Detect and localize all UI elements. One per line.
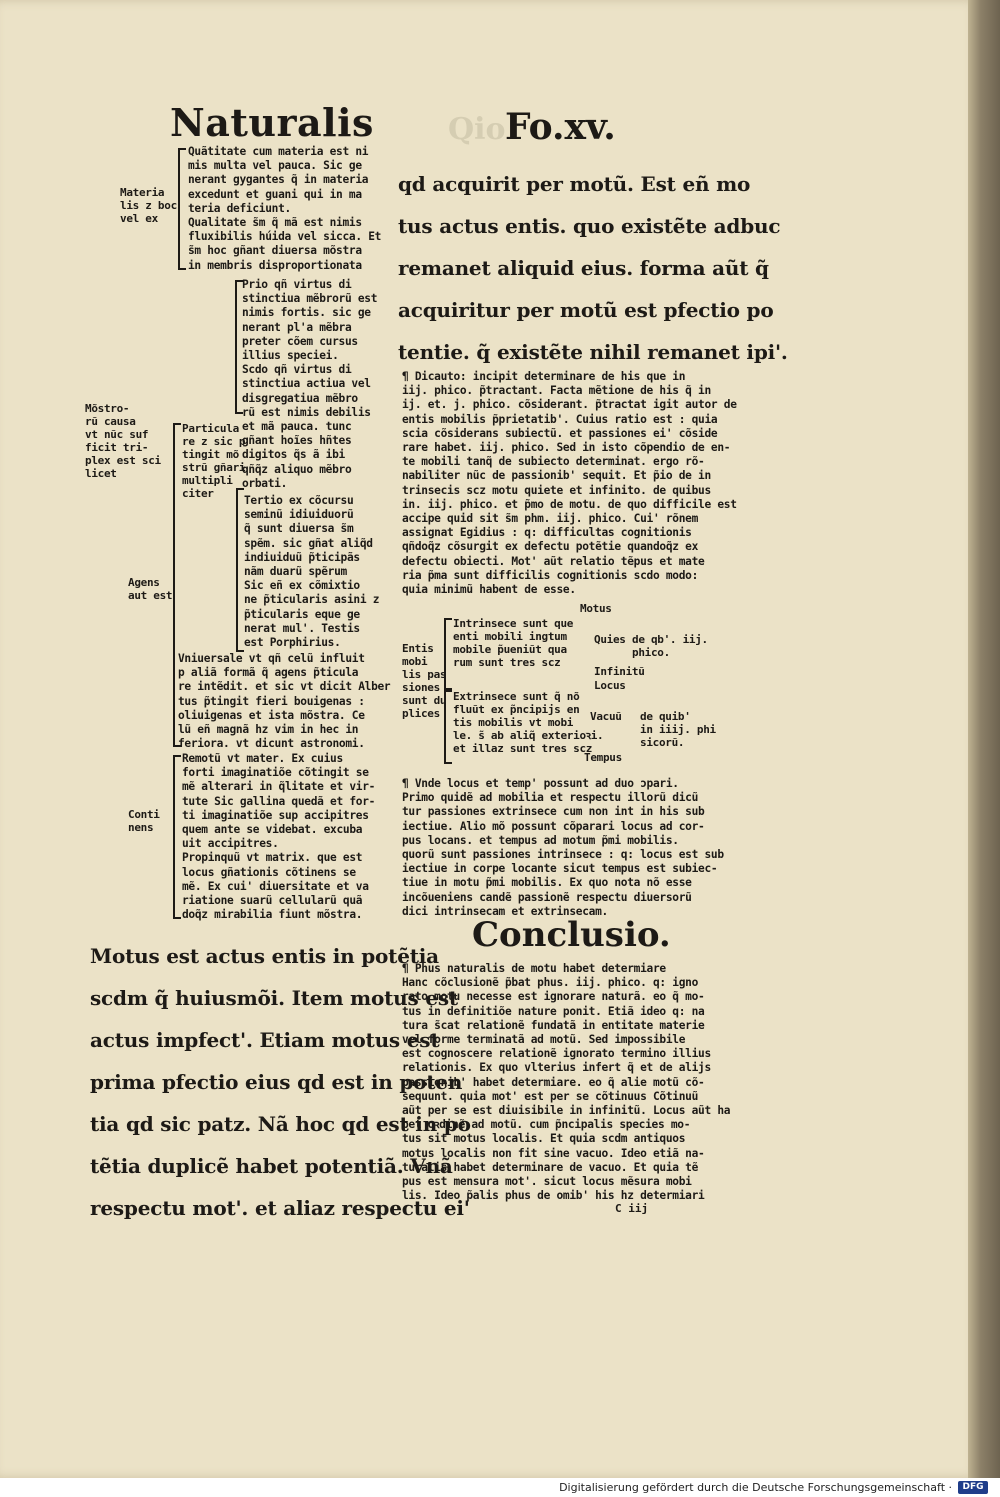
table-quies: Quies (594, 633, 626, 646)
dfg-logo: DFG (958, 1481, 988, 1494)
signature-mark: C iij (615, 1202, 649, 1215)
label-agens: Agens aut est (128, 576, 173, 602)
table-de-quibus-1: de qb'. iij. phico. (632, 633, 708, 659)
commentary-paragraph-3: ¶ Phus naturalis de motu habet determiare Hanc cõclusionẽ p̃bat phus. iij. phico. q: igno rato motu necesse est ignorare naturã. eo q̃ mo- tus in definitiõe nature ponit. Etiã ideo q: na tura s̃cat relationẽ fundatã in entitate materie vel forme terminatã ad motũ. Sed impossibile est cognoscere relationẽ ignorato termino illius relationis. Ex quo vlterius infert q̃ et de alijs passionib' habet determiare. eo q̃ alie motũ cõ- sequunt. quia mot' est per se cõtinuus Cõtinuũ aũt per se est diuisibile in infinitũ. Locus aũt ha bet oꝛdinẽ ad motũ. cum p̃ncipalis species mo- tus sit motus localis. Et quia scdm antiquos motus localis non fit sine vacuo. Ideo etiã na- turalis habet determinare de vacuo. Et quia tẽ pus est mensura mot'. sicut locus mẽsura mobi lis. Ideo p̃alis phus de omib' his hz determiari (402, 962, 731, 1203)
commentary-paragraph-1: ¶ Dicauto: incipit determinare de his que in iij. phico. p̃tractant. Facta mẽtione de his q̃ in ij. et. j. phico. cõsiderant. p̃tractat igit autor de entis mobilis p̃prietatib'. Cuius ratio est : quia scia cõsiderans subiectũ. et passiones ei' cõside rare habet. iij. phico. Sed in isto cõpendio de en- te mobili tanq̃ de subiecto determinat. ergo rõ- nabiliter nũc de passionib' sequit. Et p̃io de in trinsecis scz motu quiete et infinito. de quibus in. iij. phico. et p̃mo de motu. de quo difficile est accipe quid sit s̃m phm. iij. phico. Cui' rõnem assignat Egidius : q: difficultas cognitionis qñdoq̃z cõsurgit ex defectu potẽtie quandoq̃z ex defectu obiecti. Mot' aũt relatio tẽpus et mate ria p̃ma sunt difficilis cognitionis scdo modo: quia minimũ habent de esse. (402, 370, 737, 597)
bracket-materia (178, 148, 186, 270)
bleed-through-text: Qio (448, 112, 506, 147)
label-particula: Particula re z sic p tingit mõ strũ gñari multipli citer (182, 422, 246, 500)
bracket-agens (236, 488, 244, 652)
gloss-particula: Prio qñ virtus di stinctiua mẽbrorũ est nimis fortis. sic ge nerant pl'a mẽbra preter cõem cursus illius speciei. Scdo qñ virtus di stinctiua actiua vel disgregatiua mẽbro rũ est nimis debilis et mã pauca. tunc gñant hoĩes hñtes digitos q̃s ã ibi qñq̃z aliquo mẽbro orbati. (242, 278, 378, 490)
label-monstrorum: Mõstro- rũ causa vt nũc suf ficit tri- plex est sci licet (85, 402, 161, 480)
table-extrinsece: Extrinsece sunt q̃ nõ fluũt ex p̃ncipijs en tis mobilis vt mobi le. s̃ ab aliq̃ exterioꝛi. et illaz sunt tres scz (453, 690, 604, 755)
table-motus: Motus (580, 602, 612, 615)
footer-bar (0, 1478, 1000, 1497)
folio-number: Fo.xv. (505, 106, 616, 148)
conclusio-heading: Conclusio. (472, 915, 671, 955)
table-tempus: Tempus (584, 751, 622, 764)
table-intrinsece: Intrinsece sunt que enti mobili ingtum mobile p̃ueniũt qua rum sunt tres scz (453, 617, 574, 669)
bracket-continens (173, 755, 181, 919)
commentary-paragraph-2: ¶ Vnde locus et temp' possunt ad duo ɔpari. Primo quidẽ ad mobilia et respectu illorũ dicũ tur passiones extrinsece cum non int in his sub iectiue. Alio mõ possunt cõparari locus ad cor- pus locans. et tempus ad motum p̃mi mobilis. quorũ sunt passiones intrinsece : q: locus est sub iectiue in corpe locante sicut tempus est subiec- tiue in motu p̃mi mobilis. Ex quo nota nõ esse incõueniens candẽ passionẽ respectu diuersorũ dici intrinsecam et extrinsecam. (402, 777, 724, 918)
gloss-materia: Quãtitate cum materia est ni mis multa vel pauca. Sic ge nerant gygantes q̃ in materia excedunt et guani qui in ma teria deficiunt. Qualitate s̃m q̃ mã est nimis fluxibilis húida vel sicca. Et s̃m hoc gñant diuersa mõstra in membris disproportionata (188, 145, 382, 272)
bracket-intrinsece (444, 618, 452, 690)
table-locus: Locus (594, 679, 626, 692)
gloss-continens: Remotũ vt mater. Ex cuius forti imaginatiõe cõtingit se mẽ alterari in q̃litate et vir- tute Sic gallina quedã et for- ti imaginatiõe sup accipitres quem ante se videbat. excuba uit accipitres. Propinquũ vt matrix. que est locus gñationis cõtinens se mẽ. Ex cui' diuersitate et va riatione suarũ cellularũ quã doq̃z mirabilia fiunt mõstra. (182, 752, 376, 922)
main-text-right: qd acquirit per motũ. Est eñ mo tus actus entis. quo existẽte adbuc remanet aliquid eius. forma aũt q̃ acquiritur per motũ est pfectio po tentie. q̃ existẽte nihil remanet ipi'. (398, 172, 788, 364)
footer-funding-text: Digitalisierung gefördert durch die Deutsche Forschungsgemeinschaft · (559, 1481, 952, 1494)
gloss-agens: Tertio ex cõcursu seminũ idiuiduorũ q̃ sunt diuersa s̃m spẽm. sic gñat aliq̃d indiuiduũ p̃ticipãs nãm duarũ spẽrum Sic eñ ex cõmixtio ne p̃ticularis asini z p̃ticularis eque ge nerat mul'. Testis est Porphirius. (244, 494, 380, 650)
gloss-universale: Vniuersale vt qñ celũ influit p aliã formã q̃ agens p̃ticula re intẽdit. et sic vt dicit Alber tus p̃tingit fieri bouigenas : oliuigenas et ista mõstra. Ce lũ eñ magnã hz vim in hec in feriora. vt dicunt astronomi. (178, 652, 391, 751)
label-materia: Materia lis z boc vel ex (120, 186, 177, 225)
table-de-quibus-2: de quib' in iiij. phi sicorũ. (640, 710, 716, 749)
label-continens: Conti nens (128, 808, 160, 834)
table-infinitum: Infinitũ (594, 665, 645, 678)
table-entis: Entis mobi lis pas siones sunt du plices (402, 642, 447, 720)
main-text-left: Motus est actus entis in potẽtia scdm q̃ huiusmõi. Item motus est actus impfect'. Etiam motus est prima pfectio eius qd est in poten tia qd sic patz. Nã hoc qd est in po tẽtia duplicẽ habet potentiã. Vnã respectu mot'. et aliaz respectu ei' (90, 944, 471, 1220)
running-head-left: Naturalis (170, 100, 374, 145)
table-vacuum: Vacuũ (590, 710, 622, 723)
book-binding-edge (968, 0, 1000, 1478)
bracket-extrinsece (444, 690, 452, 764)
